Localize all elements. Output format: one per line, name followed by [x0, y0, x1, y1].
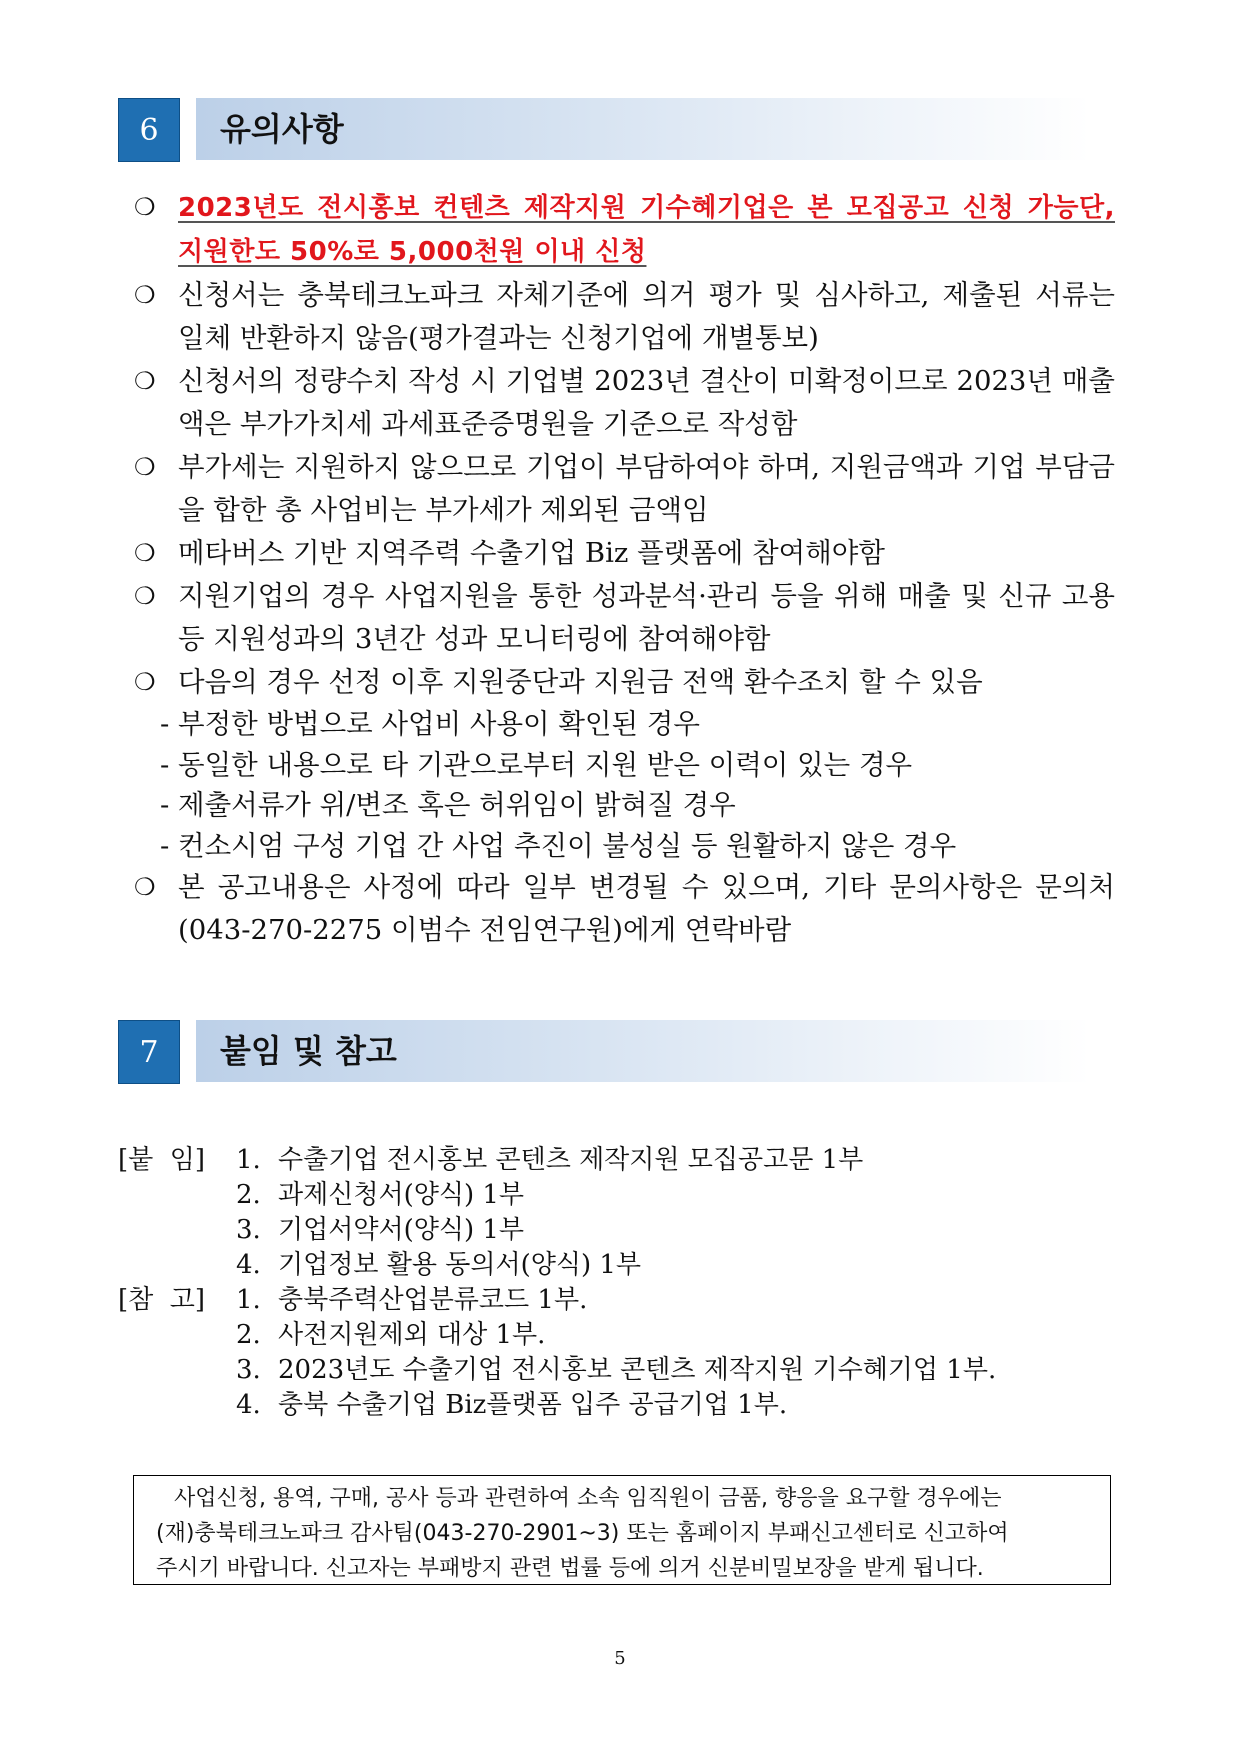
item-number: 1.: [236, 1145, 261, 1175]
attachment-text: 수출기업 전시홍보 콘텐츠 제작지원 모집공고문 1부: [278, 1145, 864, 1175]
section-title: 붙임 및 참고: [220, 1032, 397, 1070]
note-text: 본 공고내용은 사정에 따라 일부 변경될 수 있으며, 기타 문의사항은 문의처(043-270-2275 이범수 전임연구원)에게 연락바람: [178, 871, 1115, 946]
item-number: 1.: [236, 1285, 261, 1315]
note-item: [130, 866, 1115, 952]
item-number: 4.: [236, 1250, 261, 1280]
attachment-row: [118, 1178, 996, 1213]
note-text: 지원기업의 경우 사업지원을 통한 성과분석·관리 등을 위해 매출 및 신규 고용 등 지원성과의 3년간 성과 모니터링에 참여해야함: [178, 580, 1115, 655]
attachments-label: [붙 임]: [118, 1145, 206, 1175]
notice-line: (재)충북테크노파크 감사팀(043-270-2901~3) 또는 홈페이지 부패신고센터로 신고하여: [156, 1521, 1009, 1546]
bullet-icon: ❍: [134, 668, 156, 696]
note-text: 메타버스 기반 지역주력 수출기업 Biz 플랫폼에 참여해야함: [178, 537, 885, 569]
note-item: [130, 532, 1115, 575]
references-label: [참 고]: [118, 1285, 206, 1315]
note-item: [130, 446, 1115, 532]
reference-text: 2023년도 수출기업 전시홍보 콘텐츠 제작지원 기수혜기업 1부.: [278, 1355, 997, 1385]
attachments-block: [118, 1143, 996, 1423]
reference-row: [118, 1388, 996, 1423]
bullet-icon: ❍: [134, 193, 156, 221]
dash-item: - 제출서류가 위/변조 혹은 허위임이 밝혀질 경우: [160, 789, 736, 821]
attachment-text: 기업서약서(양식) 1부: [278, 1215, 525, 1245]
item-number: 2.: [236, 1180, 261, 1210]
item-number: 3.: [236, 1355, 261, 1385]
anti-corruption-notice: [133, 1475, 1111, 1585]
reference-text: 충북 수출기업 Biz플랫폼 입주 공급기업 1부.: [278, 1390, 788, 1420]
bullet-icon: ❍: [134, 539, 156, 567]
dash-item: - 동일한 내용으로 타 기관으로부터 지원 받은 이력이 있는 경우: [160, 748, 913, 781]
note-text: 다음의 경우 선정 이후 지원중단과 지원금 전액 환수조치 할 수 있음: [178, 666, 983, 698]
bullet-icon: ❍: [134, 873, 156, 901]
page-number: 5: [614, 1648, 626, 1669]
attachment-row: [118, 1143, 996, 1178]
notice-line: 주시기 바랍니다. 신고자는 부패방지 관련 법률 등에 의거 신분비밀보장을 받게 됩니다.: [156, 1556, 984, 1581]
note-text-highlight: 2023년도 전시홍보 컨텐츠 제작지원 기수혜기업은 본 모집공고 신청 가능단, 지원한도 50%로 5,000천원 이내 신청: [178, 193, 1115, 267]
attachment-text: 기업정보 활용 동의서(양식) 1부: [278, 1250, 642, 1280]
attachment-text: 과제신청서(양식) 1부: [278, 1180, 525, 1210]
section-7-header: [118, 1020, 1090, 1082]
reference-row: [118, 1353, 996, 1388]
reference-row: [118, 1283, 996, 1318]
bullet-icon: ❍: [134, 367, 156, 395]
note-item: [130, 661, 1115, 704]
note-item: [130, 186, 1115, 274]
bullet-icon: ❍: [134, 582, 156, 610]
bullet-icon: ❍: [134, 281, 156, 309]
dash-list: [130, 704, 1115, 866]
attachment-row: [118, 1213, 996, 1248]
reference-text: 사전지원제외 대상 1부.: [278, 1320, 546, 1350]
item-number: 3.: [236, 1215, 261, 1245]
reference-row: [118, 1318, 996, 1353]
section-6-header: [118, 98, 1090, 160]
note-item: [130, 360, 1115, 446]
bullet-icon: ❍: [134, 453, 156, 481]
notes-list: [130, 186, 1115, 952]
attachment-row: [118, 1248, 996, 1283]
section-title: 유의사항: [220, 110, 344, 148]
note-text: 부가세는 지원하지 않으므로 기업이 부담하여야 하며, 지원금액과 기업 부담금을 합한 총 사업비는 부가세가 제외된 금액임: [178, 451, 1115, 526]
item-number: 4.: [236, 1390, 261, 1420]
dash-item: - 부정한 방법으로 사업비 사용이 확인된 경우: [160, 708, 700, 740]
note-item: [130, 274, 1115, 360]
reference-text: 충북주력산업분류코드 1부.: [278, 1285, 588, 1315]
section-number: 6: [118, 98, 180, 162]
note-text: 신청서는 충북테크노파크 자체기준에 의거 평가 및 심사하고, 제출된 서류는 일체 반환하지 않음(평가결과는 신청기업에 개별통보): [178, 279, 1115, 354]
dash-item: - 컨소시엄 구성 기업 간 사업 추진이 불성실 등 원활하지 않은 경우: [160, 829, 957, 862]
notice-line: 사업신청, 용역, 구매, 공사 등과 관련하여 소속 임직원이 금품, 향응을 요구할 경우에는: [174, 1486, 1002, 1511]
note-text: 신청서의 정량수치 작성 시 기업별 2023년 결산이 미확정이므로 2023년 매출액은 부가가치세 과세표준증명원을 기준으로 작성함: [178, 365, 1115, 440]
item-number: 2.: [236, 1320, 261, 1350]
section-number: 7: [118, 1020, 180, 1084]
note-item: [130, 575, 1115, 661]
